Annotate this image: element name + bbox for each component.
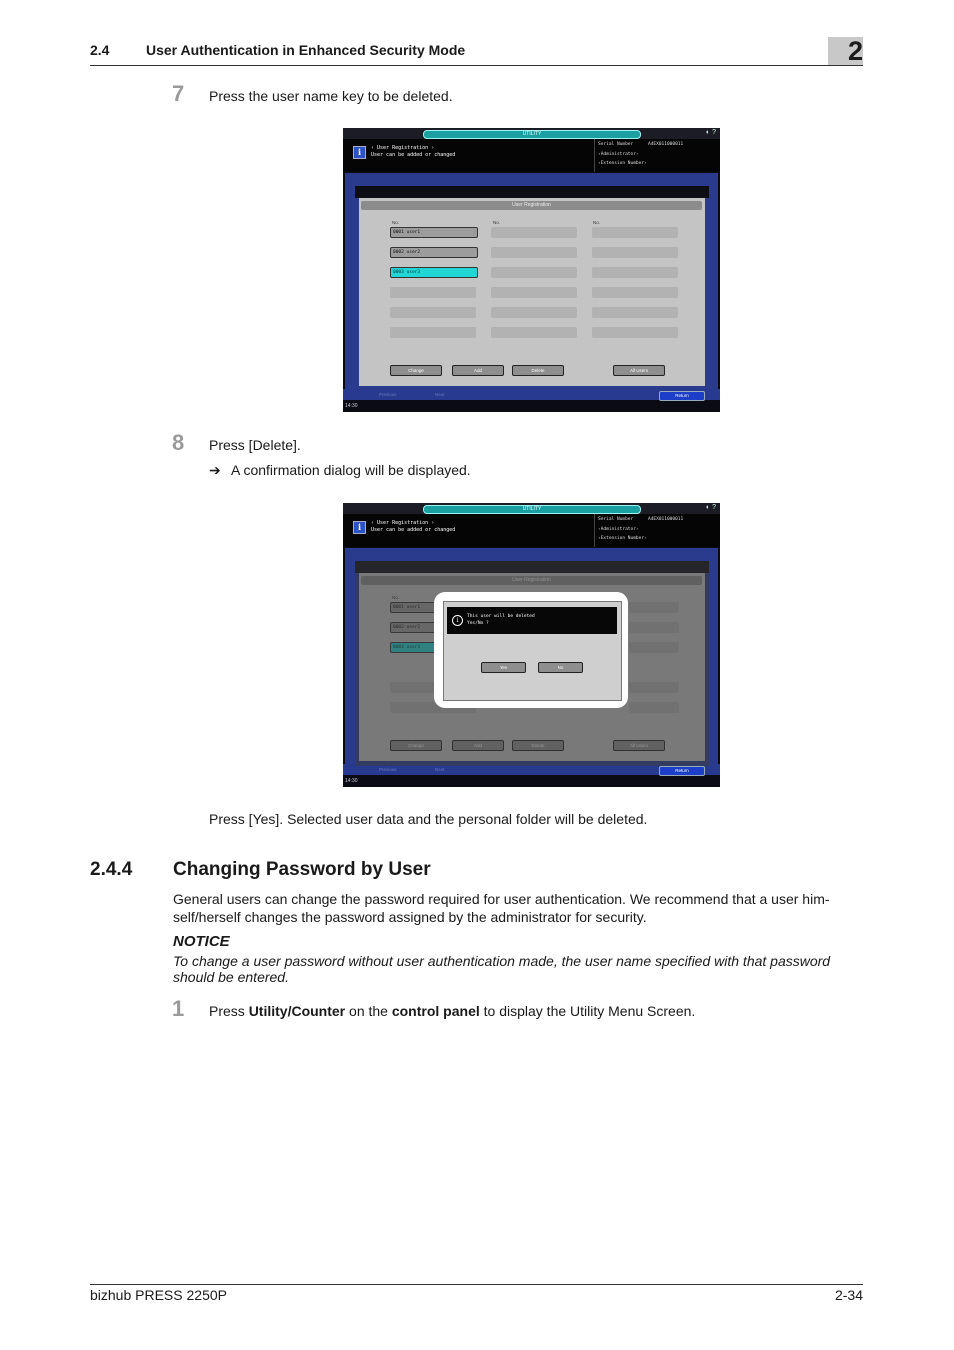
user-key-2[interactable]: 0002 user2: [390, 247, 478, 258]
empty-slot: [491, 307, 577, 318]
step-number: 8: [172, 430, 185, 455]
step-result: A confirmation dialog will be displayed.: [231, 462, 471, 478]
next-label: Next: [435, 767, 445, 772]
previous-label: Previous: [379, 392, 397, 397]
column-label: No.: [593, 220, 601, 225]
message-title: ‹ User Registration ›: [371, 145, 435, 151]
clock-time: 14:30: [345, 778, 358, 784]
info-icon: i: [353, 146, 366, 159]
column-label: No.: [392, 220, 400, 225]
step-text-part: on the: [345, 1003, 392, 1019]
info-icon: i: [353, 521, 366, 534]
screenshot-delete-confirm: [343, 503, 720, 787]
step-note: Press [Yes]. Selected user data and the personal folder will be deleted.: [209, 811, 648, 827]
empty-slot: [491, 227, 577, 238]
chapter-number: 2: [847, 36, 863, 66]
add-button[interactable]: Add: [452, 365, 504, 376]
serial-label: Serial Number: [598, 142, 634, 147]
empty-slot: [592, 247, 678, 258]
empty-slot: [491, 247, 577, 258]
user-key-3[interactable]: 0003 user3: [390, 267, 478, 278]
control-panel-term: control panel: [391, 1003, 480, 1019]
header-rule: [90, 65, 863, 66]
all-users-button[interactable]: All Users: [613, 365, 665, 376]
divider: [594, 514, 595, 547]
admin-label: ‹Administrator›: [598, 152, 639, 157]
message-title: ‹ User Registration ›: [371, 520, 435, 526]
header-title: User Authentication in Enhanced Security Mode: [146, 42, 466, 58]
column-label: No.: [493, 220, 501, 225]
empty-slot: [491, 327, 577, 338]
empty-slot: [592, 327, 678, 338]
footer-page-number: 2-34: [834, 1287, 863, 1303]
change-button[interactable]: Change: [390, 365, 442, 376]
clock-time: 14:30: [345, 403, 358, 409]
empty-slot: [491, 267, 577, 278]
step-number: 7: [172, 81, 185, 106]
dark-strip: [355, 186, 709, 198]
step-text-part: Press: [209, 1003, 249, 1019]
dialog-question: Yes/No ?: [467, 621, 489, 626]
step-number: 1: [172, 996, 185, 1021]
empty-slot: [491, 287, 577, 298]
intro-line-2: self/herself changes the password assigned by the administrator for security.: [173, 909, 647, 925]
step-text: [209, 1002, 695, 1020]
empty-slot: [592, 307, 678, 318]
serial-label: Serial Number: [598, 517, 634, 522]
empty-slot: [390, 287, 476, 298]
result-arrow-icon: ➔: [209, 462, 221, 478]
empty-slot: [592, 267, 678, 278]
return-button[interactable]: Return: [659, 766, 705, 776]
user-key-1[interactable]: 0001 user1: [390, 227, 478, 238]
next-label: Next: [435, 392, 445, 397]
empty-slot: [390, 307, 476, 318]
empty-slot: [592, 287, 678, 298]
empty-slot: [592, 227, 678, 238]
intro-line-1: General users can change the password required for user authentication. We recommend that a user him-: [173, 891, 830, 907]
previous-label: Previous: [379, 767, 397, 772]
footer-rule: [90, 1284, 863, 1285]
section-title: Changing Password by User: [173, 859, 431, 880]
no-button[interactable]: No: [538, 662, 583, 673]
header-section-number: 2.4: [90, 42, 110, 58]
step-text: Press the user name key to be deleted.: [209, 88, 453, 104]
utility-title: UTILITY: [423, 130, 641, 139]
serial-value: A4EX011000011: [648, 142, 684, 147]
section-number: 2.4.4: [90, 859, 133, 880]
utility-counter-key: Utility/Counter: [248, 1003, 346, 1019]
divider: [594, 139, 595, 172]
dialog-message: This user will be deleted: [467, 614, 535, 619]
panel-title: User Registration: [361, 201, 702, 210]
admin-label: ‹Administrator›: [598, 527, 639, 532]
notice-text: To change a user password without user authentication made, the user name specified with that password should be entered.: [173, 953, 831, 985]
message-text: User can be added or changed: [371, 152, 456, 158]
footer-product: bizhub PRESS 2250P: [90, 1287, 227, 1303]
message-text: User can be added or changed: [371, 527, 456, 533]
help-icons: ◐ ?: [705, 129, 716, 136]
utility-title: UTILITY: [423, 505, 641, 514]
extension-label: ‹Extension Number›: [598, 536, 647, 541]
screenshot-user-registration: [343, 128, 720, 412]
yes-button[interactable]: Yes: [481, 662, 526, 673]
help-icons: ◐ ?: [705, 504, 716, 511]
step-text-part: to display the Utility Menu Screen.: [479, 1003, 696, 1019]
return-button[interactable]: Return: [659, 391, 705, 401]
serial-value: A4EX011000011: [648, 517, 684, 522]
notice-heading: NOTICE: [173, 933, 230, 950]
extension-label: ‹Extension Number›: [598, 161, 647, 166]
info-icon: i: [452, 615, 463, 626]
step-text: Press [Delete].: [209, 437, 301, 453]
delete-button[interactable]: Delete: [512, 365, 564, 376]
empty-slot: [390, 327, 476, 338]
